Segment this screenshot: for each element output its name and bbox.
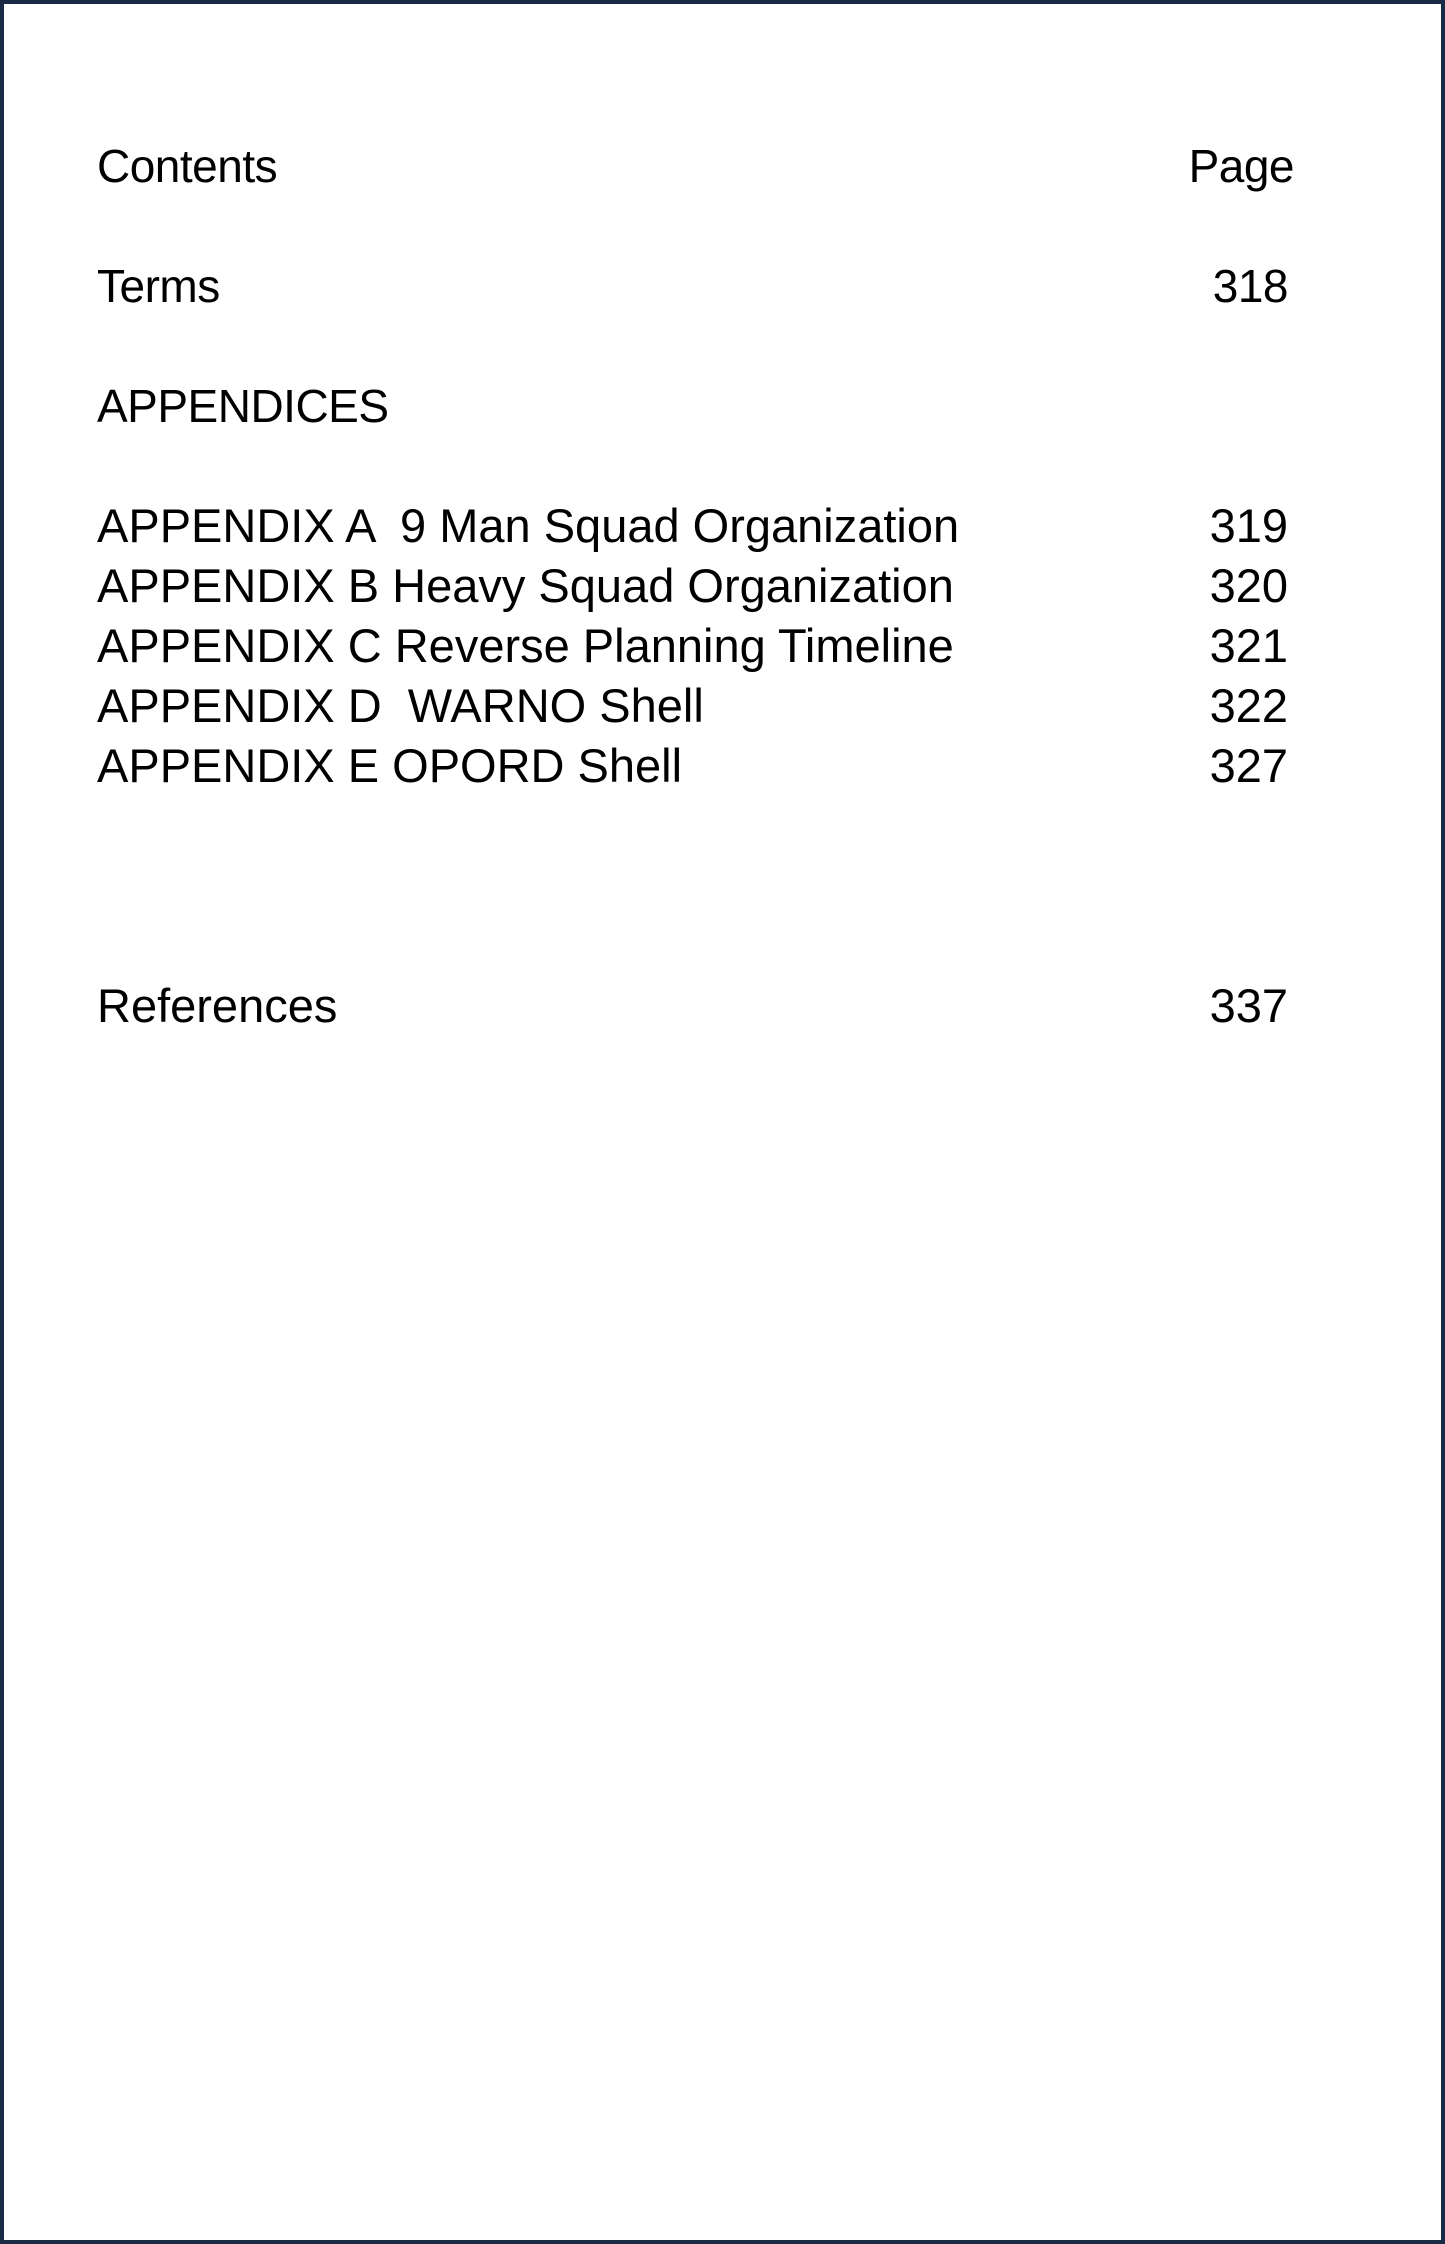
appendix-e-label: APPENDIX E OPORD Shell xyxy=(97,739,683,792)
appendix-a-page-number: 319 xyxy=(1209,499,1288,552)
appendix-c-label: APPENDIX C Reverse Planning Timeline xyxy=(97,619,954,672)
appendix-d-page-number: 322 xyxy=(1209,679,1288,732)
toc-entry-references xyxy=(97,976,1288,1036)
appendix-b-page-number: 320 xyxy=(1209,559,1288,612)
terms-label: Terms xyxy=(97,260,220,312)
appendices-heading xyxy=(97,376,1288,436)
appendix-c-page-number: 321 xyxy=(1209,619,1288,672)
appendix-a-label: APPENDIX A 9 Man Squad Organization xyxy=(97,499,960,552)
appendix-e-page-number: 327 xyxy=(1209,739,1288,792)
appendices-heading-label: APPENDICES xyxy=(97,380,389,432)
toc-entry-appendix-b xyxy=(97,556,1288,616)
appendix-d-label: APPENDIX D WARNO Shell xyxy=(97,679,704,732)
toc-entry-appendix-a xyxy=(97,496,1288,556)
toc-entry-appendix-c xyxy=(97,616,1288,676)
toc-entry-appendix-e xyxy=(97,736,1288,796)
toc-entry-appendix-d xyxy=(97,676,1288,736)
toc-header xyxy=(97,136,1294,196)
toc-entry-terms xyxy=(97,256,1288,316)
references-page-number: 337 xyxy=(1209,979,1288,1032)
page-column-heading: Page xyxy=(1188,140,1294,192)
terms-page-number: 318 xyxy=(1212,260,1288,312)
appendix-b-label: APPENDIX B Heavy Squad Organization xyxy=(97,559,954,612)
contents-heading: Contents xyxy=(97,140,278,192)
references-label: References xyxy=(97,979,338,1032)
